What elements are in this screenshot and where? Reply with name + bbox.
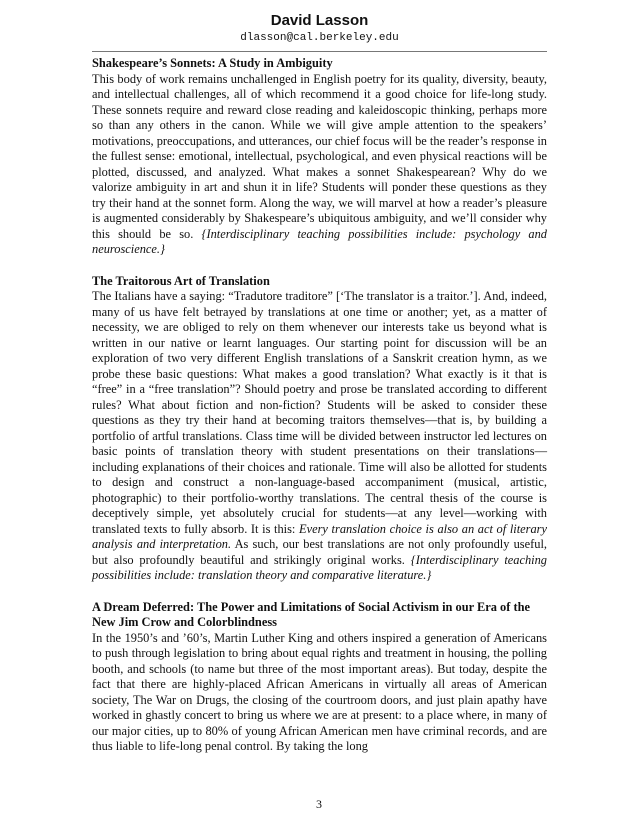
section-shakespeare: [92, 56, 547, 258]
page-number: 3: [316, 797, 322, 811]
body-text: This body of work remains unchallenged in English poetry for its quality, diversity, beauty, and intellectual challenges, all of which recommend it a good choice for life-long study. These sonnets require and reward close reading and kaleidoscopic thinking, perhaps more so than any others in the canon. While we will give ample attention to the speakers’ motivations, preoccupations, and utterances, our chief focus will be the reader’s response in the fullest sense: emotional, intellectual, psychological, and even physical reactions will be plotted, discussed, and analyzed. What makes a sonnet Shakespearean? Why do we valorize ambiguity in art and shun it in life? Students will ponder these questions as they try their hand at the sonnet form. Along the way, we will marvel at how a reader’s pleasure is augmented considerably by Shakespeare’s ubiquitous ambiguity, and we’ll consider why this should be so.: [92, 71, 547, 241]
body-text: As such, our best translations are not only profoundly useful, but also profoundly beautiful and strikingly original works.: [92, 537, 547, 567]
section-title: Shakespeare’s Sonnets: A Study in Ambiguity: [92, 56, 333, 70]
section-translation: [92, 274, 547, 584]
document-page: [92, 10, 547, 755]
section-title: The Traitorous Art of Translation: [92, 273, 270, 288]
section-body: [92, 289, 547, 584]
section-dream-deferred: [92, 600, 547, 755]
interdisciplinary-note: {Interdisciplinary teaching possibilities include: psychology and neuroscience.}: [92, 226, 547, 256]
section-body: [92, 631, 547, 755]
header-divider: [92, 51, 547, 52]
interdisciplinary-note: {Interdisciplinary teaching possibilities include: translation theory and comparative literature.}: [92, 552, 547, 582]
body-text: The Italians have a saying: “Tradutore traditore” [‘The translator is a traitor.’]. And, indeed, many of us have felt betrayed by translations at one time or another; yet, as a matter of necessity, we are obliged to rely on them whenever our interests take us beyond what is written in our native or learnt languages. Our starting point for discussion will be an exploration of two very different English translations of a Sanskrit creation hymn, as we probe these basic questions: What makes a good translation? What exactly is it that is “free” in a “free translation”? Should poetry and prose be translated according to different rules? What about fiction and non-fiction? Students will be asked to consider these questions as they try their hand at becoming traitors themselves—that is, by building a portfolio of artful translations. Class time will be divided between instructor led lectures on basic points of translation theory with student presentations on their translations—including explanations of their choices and rationale. Time will also be allotted for students to design and construct a non-language-based accompaniment (musical, artistic, photographic) to their portfolio-worthy translations. The central thesis of the course is deceptively simple, yet absolutely crucial for students—at any level—working with translated texts to fully absorb. It is this:: [92, 289, 547, 536]
section-body: [92, 72, 547, 258]
author-name: David Lasson: [270, 12, 369, 29]
thesis-text: Every translation choice is also an act of literary analysis and interpretation.: [92, 521, 547, 551]
section-title: A Dream Deferred: The Power and Limitations of Social Activism in our Era of the New Jim Crow and Colorblindness: [92, 599, 530, 629]
body-text: In the 1950’s and ’60’s, Martin Luther King and others inspired a generation of Americans to push through legislation to bring about equal rights and treatment in housing, the polling booth, and schools (to name but three of the most important areas). But today, despite the fact that there are highly-placed African Americans in virtually all areas of American society, The War on Drugs, the closing of the courtroom doors, and just plain apathy have worked in ghastly concert to bring us where we are at present: to a place where, in many of our major cities, up to 80% of young African American men have criminal records, and are thus liable to life-long penal control. By taking the long: [92, 630, 547, 753]
author-email: dlasson@cal.berkeley.edu: [240, 32, 399, 44]
